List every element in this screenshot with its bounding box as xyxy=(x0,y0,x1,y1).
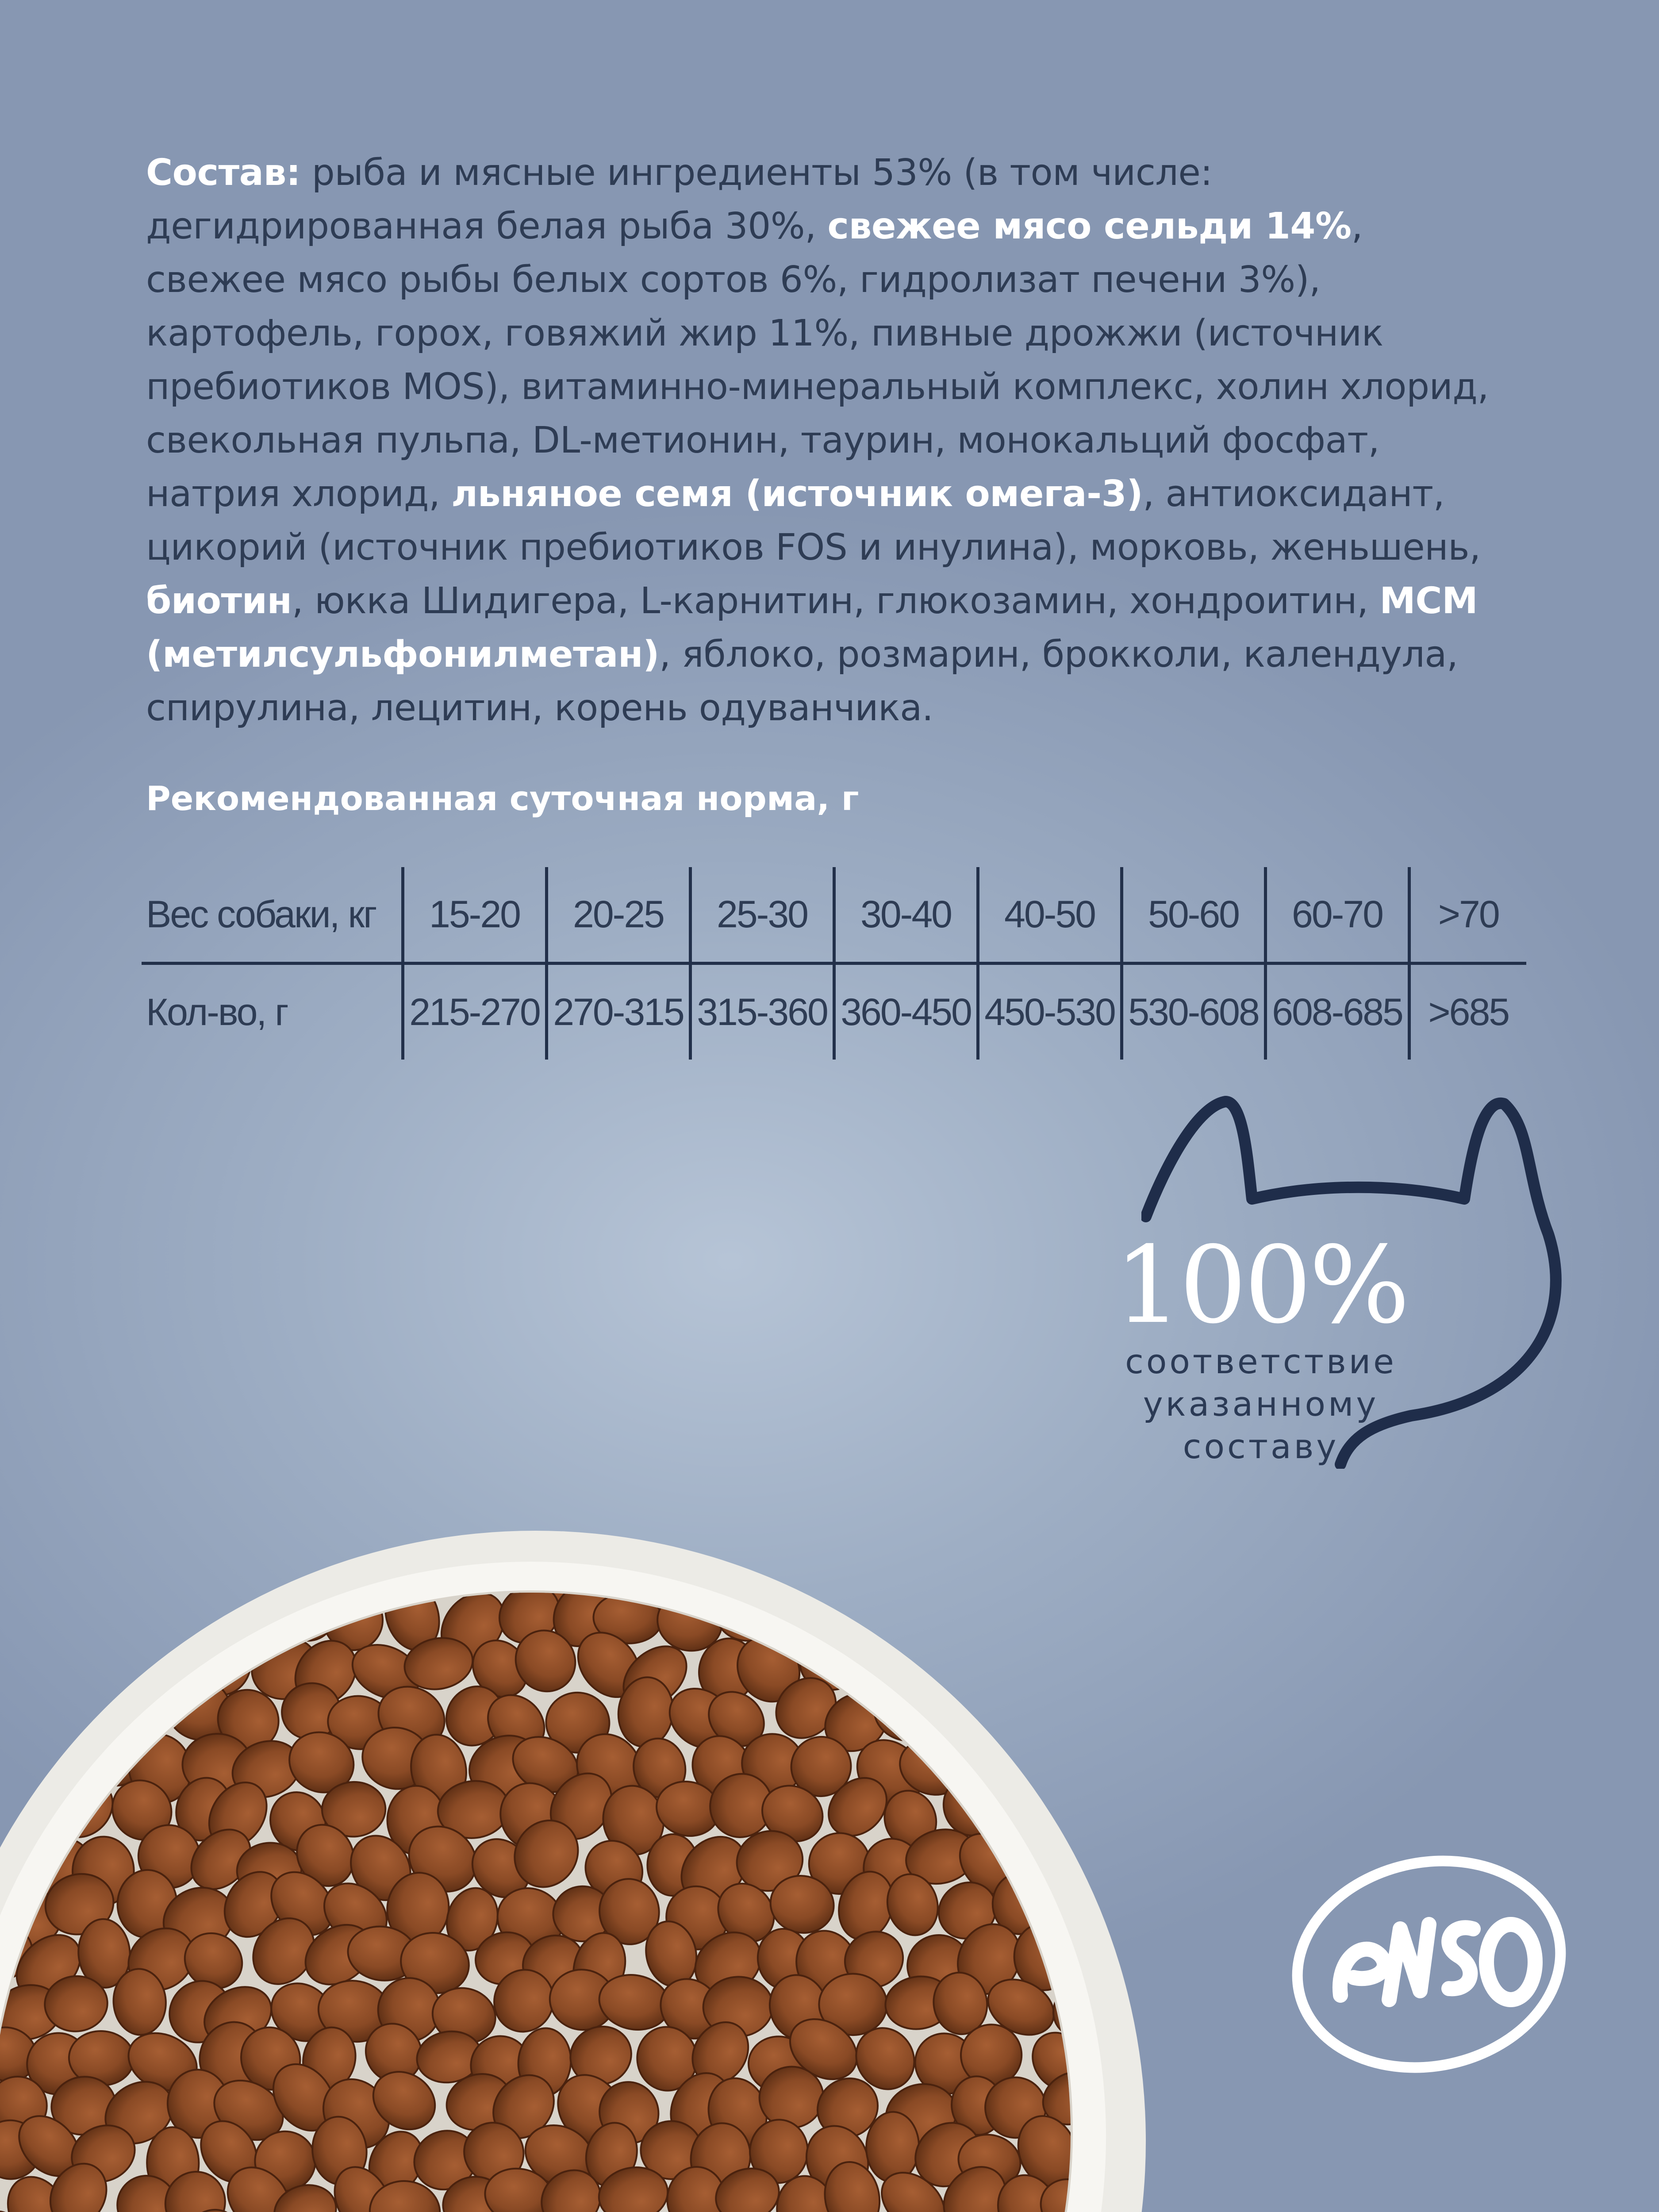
amount-cell: 608-685 xyxy=(1265,964,1409,1060)
weight-cell: >70 xyxy=(1409,867,1526,964)
composition-label: Состав: xyxy=(146,152,301,194)
highlight-herring: свежее мясо сельди 14% xyxy=(827,205,1352,247)
weight-cell: 15-20 xyxy=(403,867,546,964)
highlight-msm: MCM (метилсульфонилметан) xyxy=(146,580,1478,676)
enso-logo xyxy=(1287,1849,1571,2079)
composition-part-5: , яблоко, розмарин, брокколи, календула, спирулина, лецитин, корень одуванчика. xyxy=(146,634,1458,729)
weight-cell: 60-70 xyxy=(1265,867,1409,964)
amount-row-label: Кол-во, г xyxy=(146,991,288,1033)
highlight-flaxseed: льняное семя (источник омега-3) xyxy=(451,473,1143,515)
badge-line-3: составу xyxy=(1183,1427,1339,1466)
weight-cell: 30-40 xyxy=(834,867,978,964)
feeding-table-title: Рекомендованная суточная норма, г xyxy=(146,779,859,818)
weight-cell: 20-25 xyxy=(546,867,690,964)
weight-row xyxy=(142,867,1526,964)
weight-row-label: Вес собаки, кг xyxy=(142,867,403,964)
kibble-piece xyxy=(865,2111,920,2183)
composition-part-1: рыба и мясные ингредиенты 53% (в том числе: дегидрированная белая рыба 30%, xyxy=(146,152,1213,247)
amount-cell: 215-270 xyxy=(403,964,546,1060)
weight-cell: 40-50 xyxy=(978,867,1121,964)
amount-cell: >685 xyxy=(1409,964,1526,1060)
weight-cell: 50-60 xyxy=(1121,867,1265,964)
highlight-biotin: биотин xyxy=(146,580,292,622)
amount-cell: 270-315 xyxy=(546,964,690,1060)
amount-cell: 315-360 xyxy=(690,964,834,1060)
amount-cell: 450-530 xyxy=(978,964,1121,1060)
amount-cell: 530-608 xyxy=(1121,964,1265,1060)
amount-row xyxy=(142,964,1526,1060)
composition-part-2: , свежее мясо рыбы белых сортов 6%, гидролизат печени 3%), картофель, горох, говяжий жир 11%, пивные дрожжи (источник пребиотиков MOS), витаминно-минеральный комплекс, холин хлорид, свекольная пульпа, DL-метионин, таурин, монокальций фосфат, натрия хлорид, xyxy=(146,205,1489,515)
composition-part-4: , юкка Шидигера, L-карнитин, глюкозамин, хондроитин, xyxy=(292,580,1380,622)
composition-text xyxy=(146,146,1495,735)
bowl-of-kibble-image xyxy=(0,1203,1194,2212)
badge-percent: 100% xyxy=(1114,1223,1408,1347)
badge-line-1: соответствие xyxy=(1125,1342,1397,1381)
composition-part-3: , антиоксидант, цикорий (источник пребиотиков FOS и инулина), морковь, женьшень, xyxy=(146,473,1481,568)
amount-cell: 360-450 xyxy=(834,964,978,1060)
weight-cell: 25-30 xyxy=(690,867,834,964)
feeding-table xyxy=(142,867,1526,1060)
badge-line-2: указанному xyxy=(1143,1384,1379,1424)
